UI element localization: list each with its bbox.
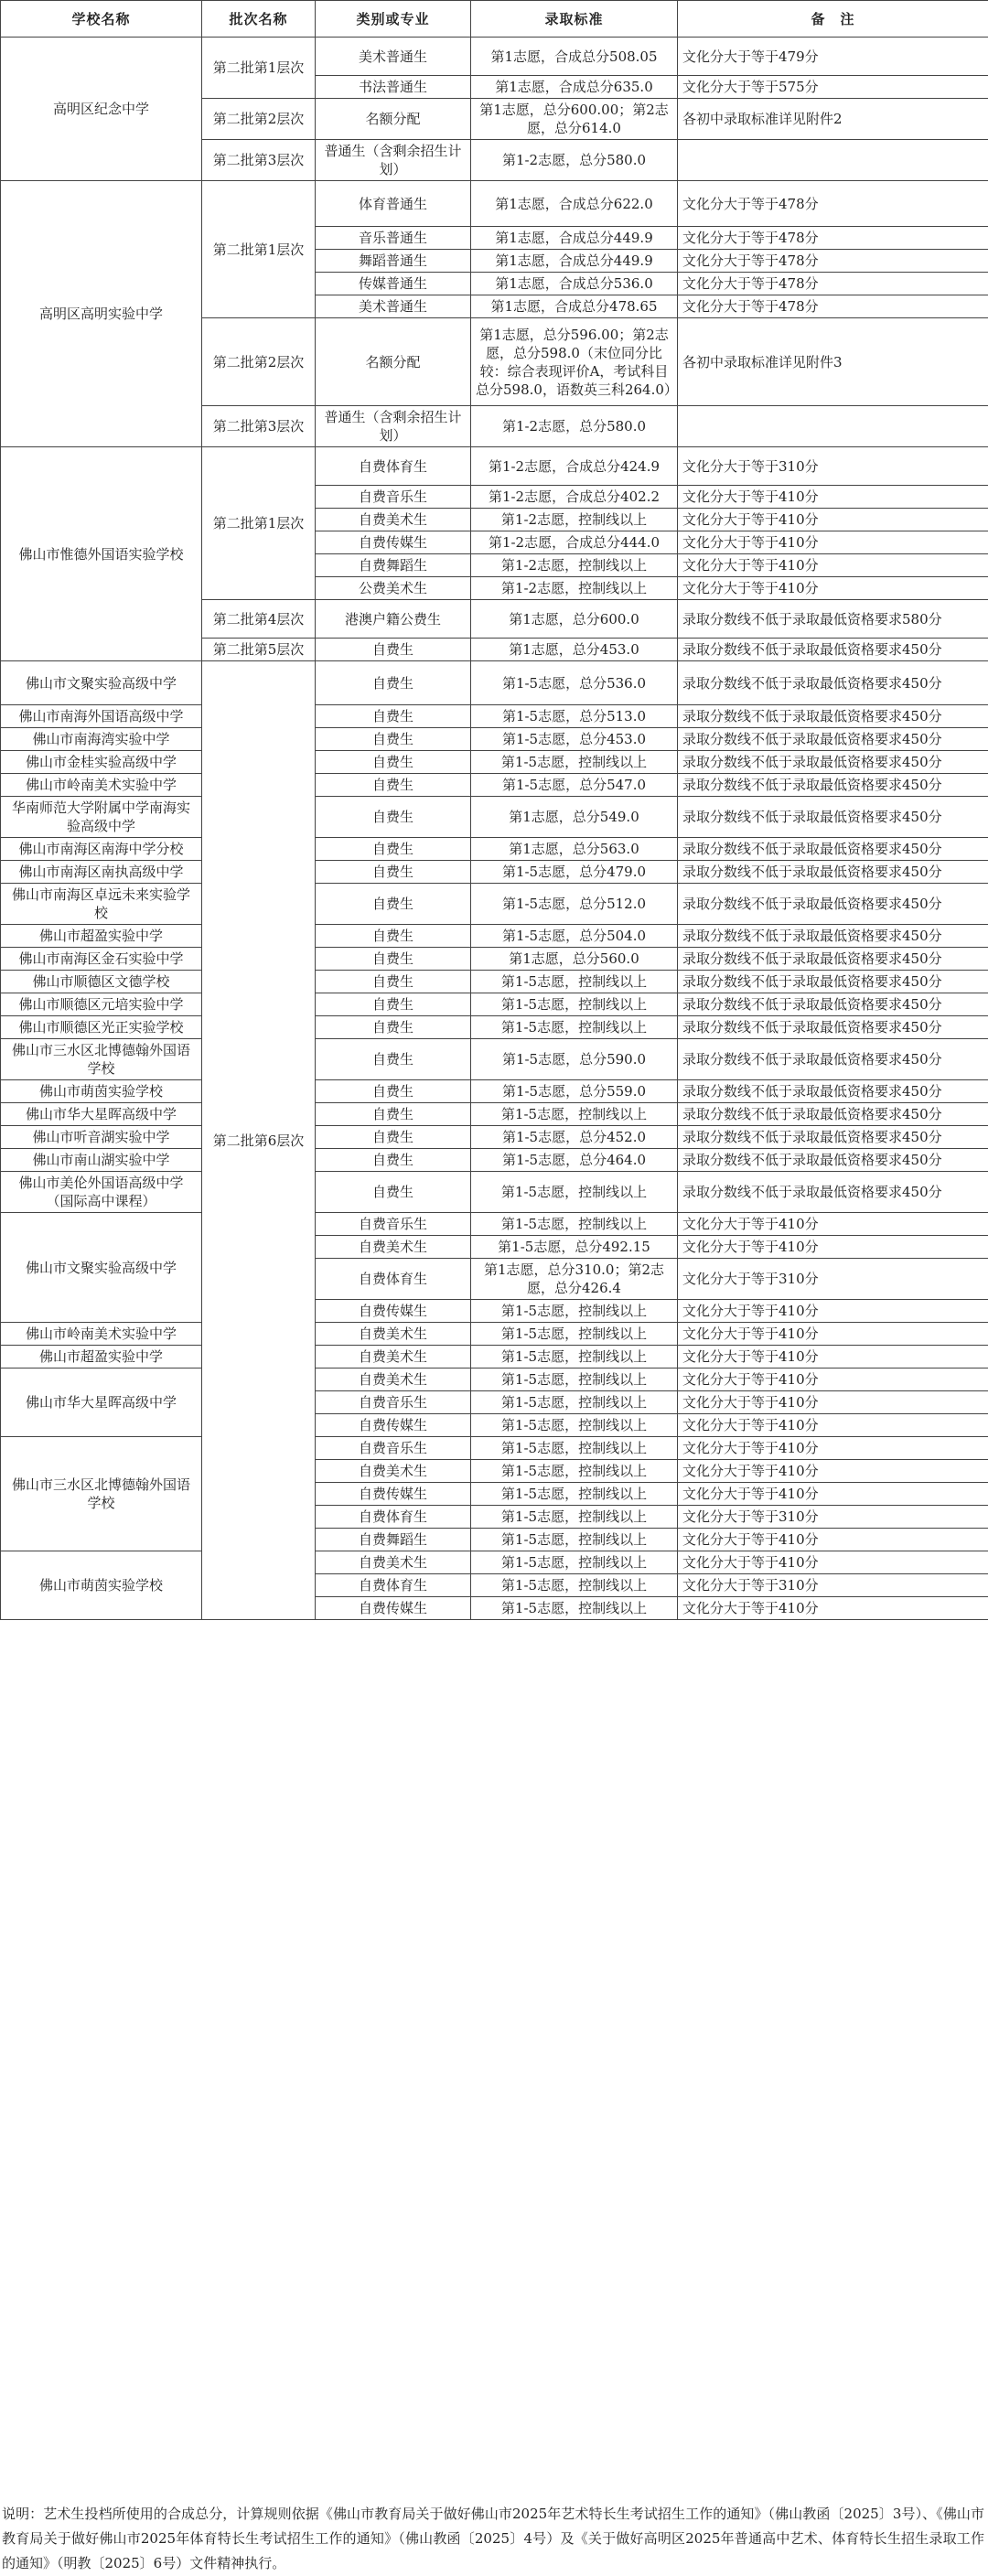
cell-category: 美术普通生 — [316, 295, 471, 318]
cell-school: 佛山市华大星晖高级中学 — [1, 1368, 202, 1437]
cell-category: 自费体育生 — [316, 1506, 471, 1529]
cell-standard: 第1-2志愿，总分580.0 — [471, 406, 678, 447]
cell-standard: 第1-5志愿，控制线以上 — [471, 1506, 678, 1529]
cell-school: 佛山市南山湖实验中学 — [1, 1149, 202, 1172]
cell-school: 佛山市顺德区元培实验中学 — [1, 993, 202, 1016]
cell-remark: 录取分数线不低于录取最低资格要求450分 — [678, 948, 988, 971]
cell-remark: 文化分大于等于478分 — [678, 273, 988, 295]
cell-school: 佛山市三水区北博德翰外国语学校 — [1, 1437, 202, 1551]
table-row — [1, 1368, 988, 1391]
cell-remark: 录取分数线不低于录取最低资格要求580分 — [678, 600, 988, 639]
cell-remark: 文化分大于等于410分 — [678, 1437, 988, 1460]
cell-standard: 第1-5志愿，控制线以上 — [471, 1368, 678, 1391]
cell-category: 自费体育生 — [316, 1574, 471, 1597]
cell-school: 佛山市顺德区文德学校 — [1, 971, 202, 993]
cell-category: 音乐普通生 — [316, 227, 471, 250]
cell-remark: 文化分大于等于410分 — [678, 1300, 988, 1323]
cell-category: 自费生 — [316, 639, 471, 661]
cell-school: 佛山市听音湖实验中学 — [1, 1126, 202, 1149]
cell-remark: 文化分大于等于410分 — [678, 1236, 988, 1259]
cell-standard: 第1-5志愿，总分479.0 — [471, 861, 678, 884]
table-row — [1, 705, 988, 728]
cell-remark: 文化分大于等于410分 — [678, 1213, 988, 1236]
cell-remark: 文化分大于等于410分 — [678, 1483, 988, 1506]
cell-category: 自费生 — [316, 1126, 471, 1149]
cell-school: 佛山市岭南美术实验中学 — [1, 774, 202, 797]
cell-standard: 第1-5志愿，控制线以上 — [471, 1213, 678, 1236]
cell-standard: 第1-5志愿，总分536.0 — [471, 661, 678, 705]
cell-category: 普通生（含剩余招生计划） — [316, 406, 471, 447]
cell-standard: 第1-2志愿，控制线以上 — [471, 577, 678, 600]
cell-remark: 文化分大于等于478分 — [678, 181, 988, 227]
table-header-row — [1, 1, 988, 38]
cell-category: 传媒普通生 — [316, 273, 471, 295]
cell-standard: 第1志愿，总分563.0 — [471, 838, 678, 861]
cell-category: 自费生 — [316, 661, 471, 705]
cell-category: 普通生（含剩余招生计划） — [316, 140, 471, 181]
cell-school: 华南师范大学附属中学南海实验高级中学 — [1, 797, 202, 838]
cell-standard: 第1-2志愿，总分580.0 — [471, 140, 678, 181]
cell-category: 自费美术生 — [316, 509, 471, 531]
cell-standard: 第1-5志愿，控制线以上 — [471, 1483, 678, 1506]
cell-standard: 第1-5志愿，控制线以上 — [471, 1597, 678, 1620]
cell-remark — [678, 406, 988, 447]
cell-standard: 第1志愿，总分310.0；第2志愿，总分426.4 — [471, 1259, 678, 1300]
cell-batch: 第二批第1层次 — [202, 38, 316, 99]
cell-category: 自费美术生 — [316, 1236, 471, 1259]
cell-category: 自费生 — [316, 1016, 471, 1039]
cell-batch: 第二批第1层次 — [202, 181, 316, 318]
cell-standard: 第1-2志愿，控制线以上 — [471, 554, 678, 577]
cell-school: 佛山市南海区南海中学分校 — [1, 838, 202, 861]
cell-category: 自费生 — [316, 993, 471, 1016]
cell-category: 自费传媒生 — [316, 1300, 471, 1323]
cell-category: 自费生 — [316, 774, 471, 797]
cell-category: 自费音乐生 — [316, 486, 471, 509]
cell-category: 自费体育生 — [316, 1259, 471, 1300]
cell-standard: 第1-5志愿，控制线以上 — [471, 971, 678, 993]
cell-standard: 第1志愿，总分596.00；第2志愿，总分598.0（末位同分比较：综合表现评价A，考试科目总分598.0，语数英三科264.0） — [471, 318, 678, 406]
cell-school: 佛山市超盈实验中学 — [1, 1346, 202, 1368]
cell-remark: 录取分数线不低于录取最低资格要求450分 — [678, 1126, 988, 1149]
cell-category: 自费生 — [316, 948, 471, 971]
cell-standard: 第1-2志愿，合成总分424.9 — [471, 447, 678, 486]
table-row — [1, 925, 988, 948]
cell-standard: 第1志愿，总分600.0 — [471, 600, 678, 639]
cell-standard: 第1志愿，合成总分635.0 — [471, 76, 678, 99]
cell-remark: 文化分大于等于575分 — [678, 76, 988, 99]
cell-remark: 录取分数线不低于录取最低资格要求450分 — [678, 1172, 988, 1213]
cell-category: 自费美术生 — [316, 1368, 471, 1391]
cell-category: 自费生 — [316, 1080, 471, 1103]
cell-category: 自费生 — [316, 751, 471, 774]
cell-batch: 第二批第3层次 — [202, 406, 316, 447]
cell-standard: 第1-2志愿，合成总分402.2 — [471, 486, 678, 509]
cell-remark: 录取分数线不低于录取最低资格要求450分 — [678, 993, 988, 1016]
cell-remark: 录取分数线不低于录取最低资格要求450分 — [678, 1149, 988, 1172]
cell-school: 佛山市岭南美术实验中学 — [1, 1323, 202, 1346]
cell-category: 自费生 — [316, 1149, 471, 1172]
cell-remark: 文化分大于等于410分 — [678, 1414, 988, 1437]
cell-category: 公费美术生 — [316, 577, 471, 600]
cell-category: 自费传媒生 — [316, 1414, 471, 1437]
cell-category: 自费生 — [316, 925, 471, 948]
cell-standard: 第1-5志愿，控制线以上 — [471, 1460, 678, 1483]
cell-remark: 文化分大于等于410分 — [678, 554, 988, 577]
cell-standard: 第1-5志愿，总分452.0 — [471, 1126, 678, 1149]
cell-category: 美术普通生 — [316, 38, 471, 76]
cell-remark: 录取分数线不低于录取最低资格要求450分 — [678, 884, 988, 925]
cell-standard: 第1-5志愿，控制线以上 — [471, 1391, 678, 1414]
cell-remark: 文化分大于等于410分 — [678, 1346, 988, 1368]
cell-remark: 各初中录取标准详见附件2 — [678, 99, 988, 140]
cell-school: 佛山市惟德外国语实验学校 — [1, 447, 202, 661]
cell-remark: 录取分数线不低于录取最低资格要求450分 — [678, 774, 988, 797]
cell-batch: 第二批第2层次 — [202, 318, 316, 406]
cell-category: 自费生 — [316, 861, 471, 884]
cell-standard: 第1-5志愿，总分453.0 — [471, 728, 678, 751]
cell-remark: 文化分大于等于410分 — [678, 577, 988, 600]
cell-remark: 文化分大于等于410分 — [678, 486, 988, 509]
cell-category: 自费生 — [316, 971, 471, 993]
cell-standard: 第1-5志愿，总分590.0 — [471, 1039, 678, 1080]
cell-school: 佛山市三水区北博德翰外国语学校 — [1, 1039, 202, 1080]
cell-standard: 第1志愿，总分560.0 — [471, 948, 678, 971]
cell-standard: 第1-2志愿，控制线以上 — [471, 509, 678, 531]
cell-category: 自费舞蹈生 — [316, 554, 471, 577]
table-row — [1, 751, 988, 774]
cell-category: 自费传媒生 — [316, 531, 471, 554]
cell-standard: 第1-5志愿，控制线以上 — [471, 1574, 678, 1597]
cell-batch: 第二批第1层次 — [202, 447, 316, 600]
table-row — [1, 1213, 988, 1236]
cell-remark: 录取分数线不低于录取最低资格要求450分 — [678, 639, 988, 661]
table-row — [1, 447, 988, 486]
table-row — [1, 1080, 988, 1103]
cell-standard: 第1-5志愿，总分492.15 — [471, 1236, 678, 1259]
table-row — [1, 774, 988, 797]
cell-school: 佛山市美伦外国语高级中学（国际高中课程） — [1, 1172, 202, 1213]
cell-standard: 第1-5志愿，总分504.0 — [471, 925, 678, 948]
header-remark: 备 注 — [678, 1, 988, 38]
table-row — [1, 728, 988, 751]
cell-school: 佛山市顺德区光正实验学校 — [1, 1016, 202, 1039]
cell-remark: 录取分数线不低于录取最低资格要求450分 — [678, 838, 988, 861]
table-row — [1, 181, 988, 227]
cell-standard: 第1志愿，合成总分449.9 — [471, 227, 678, 250]
cell-standard: 第1志愿，总分600.00；第2志愿，总分614.0 — [471, 99, 678, 140]
cell-remark: 录取分数线不低于录取最低资格要求450分 — [678, 1039, 988, 1080]
cell-standard: 第1-5志愿，总分464.0 — [471, 1149, 678, 1172]
cell-standard: 第1志愿，总分453.0 — [471, 639, 678, 661]
cell-standard: 第1-5志愿，控制线以上 — [471, 1323, 678, 1346]
cell-category: 自费美术生 — [316, 1460, 471, 1483]
cell-category: 自费美术生 — [316, 1323, 471, 1346]
table-row — [1, 1346, 988, 1368]
cell-remark: 文化分大于等于478分 — [678, 250, 988, 273]
table-row — [1, 1437, 988, 1460]
cell-batch: 第二批第2层次 — [202, 99, 316, 140]
cell-remark: 录取分数线不低于录取最低资格要求450分 — [678, 728, 988, 751]
cell-category: 自费生 — [316, 705, 471, 728]
cell-standard: 第1-5志愿，控制线以上 — [471, 1346, 678, 1368]
table-row — [1, 797, 988, 838]
cell-school: 佛山市南海区卓远未来实验学校 — [1, 884, 202, 925]
cell-batch: 第二批第3层次 — [202, 140, 316, 181]
table-row — [1, 1323, 988, 1346]
cell-standard: 第1-5志愿，控制线以上 — [471, 1414, 678, 1437]
cell-remark: 录取分数线不低于录取最低资格要求450分 — [678, 971, 988, 993]
cell-remark: 录取分数线不低于录取最低资格要求450分 — [678, 751, 988, 774]
cell-remark: 录取分数线不低于录取最低资格要求450分 — [678, 661, 988, 705]
cell-category: 自费生 — [316, 728, 471, 751]
cell-batch: 第二批第6层次 — [202, 661, 316, 1620]
cell-standard: 第1-5志愿，总分559.0 — [471, 1080, 678, 1103]
table-row — [1, 861, 988, 884]
cell-remark: 录取分数线不低于录取最低资格要求450分 — [678, 1016, 988, 1039]
cell-standard: 第1-5志愿，控制线以上 — [471, 1103, 678, 1126]
cell-category: 自费生 — [316, 1039, 471, 1080]
cell-category: 自费生 — [316, 884, 471, 925]
table-row — [1, 1149, 988, 1172]
table-row — [1, 1016, 988, 1039]
cell-school: 高明区高明实验中学 — [1, 181, 202, 447]
cell-remark: 文化分大于等于310分 — [678, 1506, 988, 1529]
cell-remark: 文化分大于等于410分 — [678, 531, 988, 554]
table-row — [1, 661, 988, 705]
table-row — [1, 1039, 988, 1080]
table-row — [1, 993, 988, 1016]
cell-standard: 第1-5志愿，控制线以上 — [471, 1437, 678, 1460]
cell-category: 自费生 — [316, 1172, 471, 1213]
cell-standard: 第1志愿，总分549.0 — [471, 797, 678, 838]
table-row — [1, 1172, 988, 1213]
cell-school: 佛山市金桂实验高级中学 — [1, 751, 202, 774]
cell-category: 港澳户籍公费生 — [316, 600, 471, 639]
cell-category: 自费传媒生 — [316, 1483, 471, 1506]
cell-school: 佛山市文聚实验高级中学 — [1, 1213, 202, 1323]
cell-category: 自费体育生 — [316, 447, 471, 486]
cell-standard: 第1-5志愿，总分512.0 — [471, 884, 678, 925]
cell-standard: 第1-5志愿，控制线以上 — [471, 1300, 678, 1323]
table-row — [1, 38, 988, 76]
cell-category: 自费舞蹈生 — [316, 1529, 471, 1551]
cell-remark: 文化分大于等于410分 — [678, 1460, 988, 1483]
cell-category: 名额分配 — [316, 99, 471, 140]
cell-category: 名额分配 — [316, 318, 471, 406]
cell-remark: 录取分数线不低于录取最低资格要求450分 — [678, 1080, 988, 1103]
cell-batch: 第二批第4层次 — [202, 600, 316, 639]
cell-standard: 第1志愿，合成总分449.9 — [471, 250, 678, 273]
cell-category: 自费美术生 — [316, 1551, 471, 1574]
cell-remark: 文化分大于等于410分 — [678, 1391, 988, 1414]
cell-standard: 第1-5志愿，控制线以上 — [471, 1529, 678, 1551]
cell-category: 自费音乐生 — [316, 1213, 471, 1236]
table-row — [1, 838, 988, 861]
cell-category: 自费生 — [316, 797, 471, 838]
table-row — [1, 971, 988, 993]
cell-standard: 第1志愿，合成总分536.0 — [471, 273, 678, 295]
cell-school: 佛山市华大星晖高级中学 — [1, 1103, 202, 1126]
cell-remark: 录取分数线不低于录取最低资格要求450分 — [678, 861, 988, 884]
cell-standard: 第1志愿，合成总分622.0 — [471, 181, 678, 227]
header-standard: 录取标准 — [471, 1, 678, 38]
cell-standard: 第1志愿，合成总分478.65 — [471, 295, 678, 318]
cell-category: 自费音乐生 — [316, 1437, 471, 1460]
cell-standard: 第1-5志愿，总分513.0 — [471, 705, 678, 728]
cell-standard: 第1-2志愿，合成总分444.0 — [471, 531, 678, 554]
cell-category: 体育普通生 — [316, 181, 471, 227]
cell-category: 书法普通生 — [316, 76, 471, 99]
cell-school: 佛山市南海区金石实验中学 — [1, 948, 202, 971]
cell-school: 佛山市超盈实验中学 — [1, 925, 202, 948]
cell-remark: 文化分大于等于410分 — [678, 509, 988, 531]
table-row — [1, 1103, 988, 1126]
cell-school: 佛山市南海湾实验中学 — [1, 728, 202, 751]
table-row — [1, 948, 988, 971]
cell-remark: 录取分数线不低于录取最低资格要求450分 — [678, 705, 988, 728]
cell-school: 高明区纪念中学 — [1, 38, 202, 181]
table-row — [1, 1551, 988, 1574]
cell-standard: 第1-5志愿，总分547.0 — [471, 774, 678, 797]
cell-remark: 文化分大于等于310分 — [678, 447, 988, 486]
cell-remark: 文化分大于等于479分 — [678, 38, 988, 76]
table-row — [1, 884, 988, 925]
cell-remark: 文化分大于等于310分 — [678, 1259, 988, 1300]
cell-remark: 录取分数线不低于录取最低资格要求450分 — [678, 1103, 988, 1126]
cell-category: 自费美术生 — [316, 1346, 471, 1368]
cell-school: 佛山市文聚实验高级中学 — [1, 661, 202, 705]
table-body — [1, 38, 988, 1620]
cell-remark: 文化分大于等于410分 — [678, 1368, 988, 1391]
cell-school: 佛山市南海区南执高级中学 — [1, 861, 202, 884]
cell-standard: 第1志愿，合成总分508.05 — [471, 38, 678, 76]
cell-remark: 文化分大于等于478分 — [678, 227, 988, 250]
header-school: 学校名称 — [1, 1, 202, 38]
cell-category: 自费生 — [316, 838, 471, 861]
footnote: 说明：艺术生投档所使用的合成总分，计算规则依据《佛山市教育局关于做好佛山市2025年艺术特长生考试招生工作的通知》（佛山教函〔2025〕3号）、《佛山市教育局关于做好佛山市2025年体育特长生考试招生工作的通知》（佛山教函〔2025〕4号）及《关于做好高明区2025年普通高中艺术、体育特长生招生录取工作的通知》（明教〔2025〕6号）文件精神执行。 — [2, 2502, 984, 2576]
cell-category: 自费音乐生 — [316, 1391, 471, 1414]
cell-remark: 文化分大于等于310分 — [678, 1574, 988, 1597]
cell-remark: 文化分大于等于410分 — [678, 1323, 988, 1346]
cell-remark: 文化分大于等于410分 — [678, 1551, 988, 1574]
cell-standard: 第1-5志愿，控制线以上 — [471, 1016, 678, 1039]
cell-standard: 第1-5志愿，控制线以上 — [471, 1551, 678, 1574]
cell-remark: 录取分数线不低于录取最低资格要求450分 — [678, 797, 988, 838]
cell-school: 佛山市萌茵实验学校 — [1, 1551, 202, 1620]
cell-remark: 录取分数线不低于录取最低资格要求450分 — [678, 925, 988, 948]
cell-remark: 文化分大于等于410分 — [678, 1529, 988, 1551]
cell-remark — [678, 140, 988, 181]
cell-school: 佛山市南海外国语高级中学 — [1, 705, 202, 728]
cell-remark: 各初中录取标准详见附件3 — [678, 318, 988, 406]
cell-category: 舞蹈普通生 — [316, 250, 471, 273]
cell-category: 自费传媒生 — [316, 1597, 471, 1620]
cell-category: 自费生 — [316, 1103, 471, 1126]
cell-batch: 第二批第5层次 — [202, 639, 316, 661]
header-batch: 批次名称 — [202, 1, 316, 38]
cell-school: 佛山市萌茵实验学校 — [1, 1080, 202, 1103]
cell-standard: 第1-5志愿，控制线以上 — [471, 751, 678, 774]
table-row — [1, 1126, 988, 1149]
cell-remark: 文化分大于等于410分 — [678, 1597, 988, 1620]
header-category: 类别或专业 — [316, 1, 471, 38]
cell-remark: 文化分大于等于478分 — [678, 295, 988, 318]
cell-standard: 第1-5志愿，控制线以上 — [471, 993, 678, 1016]
cell-standard: 第1-5志愿，控制线以上 — [471, 1172, 678, 1213]
